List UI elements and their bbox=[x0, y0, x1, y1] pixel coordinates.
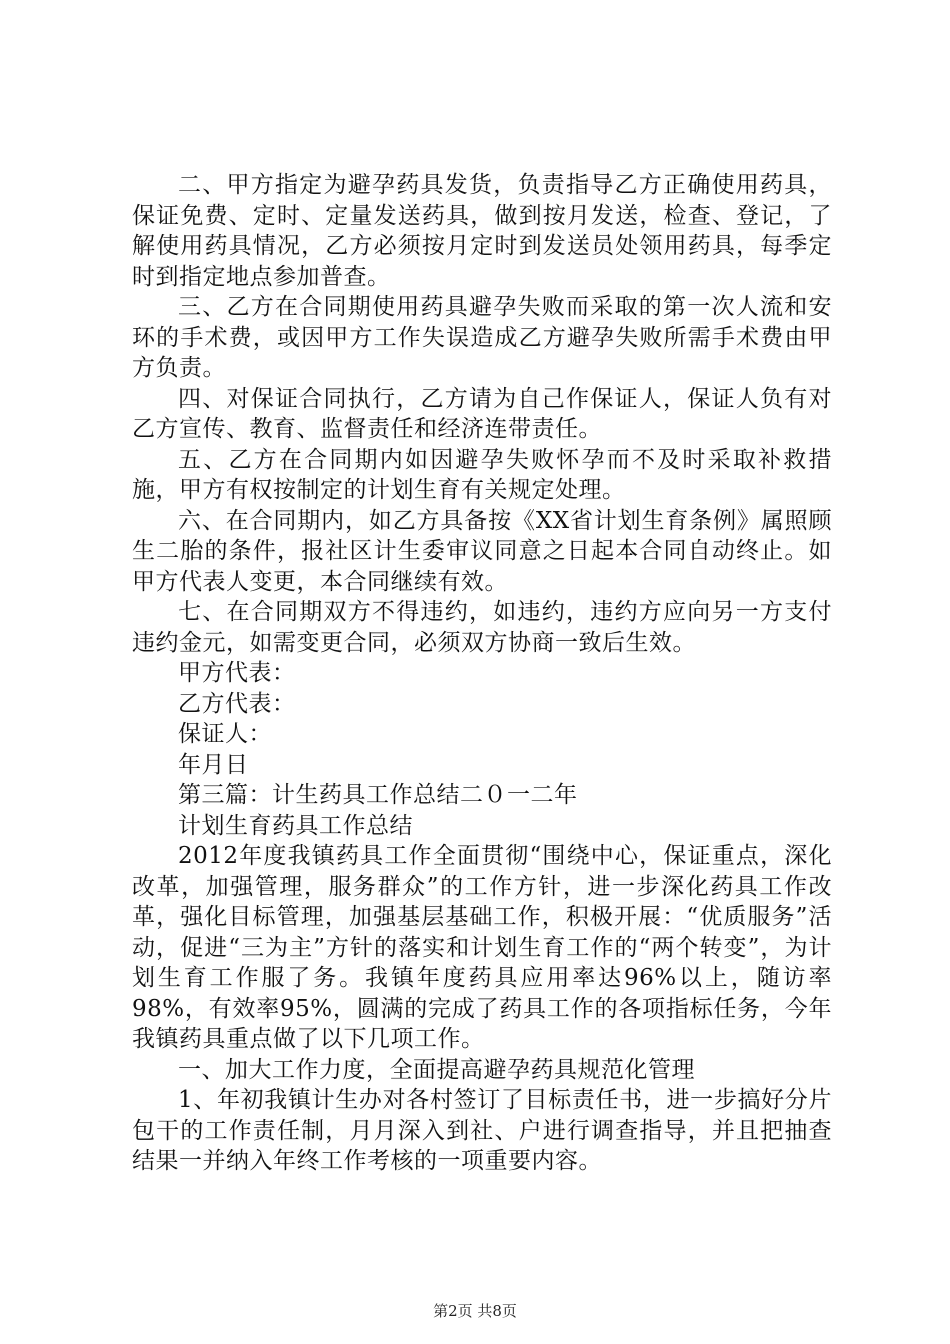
document-body bbox=[132, 170, 832, 1177]
paragraph-clause-3: 三、乙方在合同期使用药具避孕失败而采取的第一次人流和安环的手术费，或因甲方工作失误造成乙方避孕失败所需手术费由甲方负责。 bbox=[132, 294, 832, 381]
paragraph-clause-5: 五、乙方在合同期内如因避孕失败怀孕而不及时采取补救措施，甲方有权按制定的计划生育有关规定处理。 bbox=[132, 446, 832, 503]
paragraph-item-1: 1、年初我镇计生办对各村签订了目标责任书，进一步搞好分片包干的工作责任制，月月深入到社、户进行调查指导，并且把抽查结果一并纳入年终工作考核的一项重要内容。 bbox=[132, 1087, 832, 1174]
document-title: 计划生育药具工作总结 bbox=[178, 812, 413, 839]
page-footer: 第2页 共8页 bbox=[433, 1302, 517, 1320]
signature-guarantor: 保证人： bbox=[178, 721, 272, 747]
signature-party-a: 甲方代表： bbox=[178, 660, 296, 686]
subheading-1: 一、加大工作力度，全面提高避孕药具规范化管理 bbox=[178, 1056, 695, 1083]
section-heading: 第三篇：计生药具工作总结二０一二年 bbox=[178, 782, 578, 808]
signature-party-b: 乙方代表： bbox=[178, 690, 296, 717]
signature-date: 年月日 bbox=[178, 751, 249, 778]
paragraph-clause-4: 四、对保证合同执行，乙方请为自己作保证人，保证人负有对乙方宣传、教育、监督责任和经济连带责任。 bbox=[132, 385, 832, 442]
paragraph-clause-2: 二、甲方指定为避孕药具发货，负责指导乙方正确使用药具，保证免费、定时、定量发送药具，做到按月发送，检查、登记，了解使用药具情况，乙方必须按月定时到发送员处领用药具，每季定时到指定地点参加普查。 bbox=[132, 172, 832, 290]
paragraph-clause-7: 七、在合同期双方不得违约，如违约，违约方应向另一方支付违约金元，如需变更合同，必须双方协商一致后生效。 bbox=[132, 599, 832, 656]
paragraph-summary: 2012年度我镇药具工作全面贯彻“围绕中心，保证重点，深化改革，加强管理，服务群众”的工作方针，进一步深化药具工作改革，强化目标管理，加强基层基础工作，积极开展：“优质服务”活动，促进“三为主”方针的落实和计划生育工作的“两个转变”，为计划生育工作服了务。我镇年度药具应用率达96%以上，随访率98%，有效率95%，圆满的完成了药具工作的各项指标任务，今年我镇药具重点做了以下几项工作。 bbox=[132, 843, 832, 1052]
paragraph-clause-6: 六、在合同期内，如乙方具备按《XX省计划生育条例》属照顾生二胎的条件，报社区计生委审议同意之日起本合同自动终止。如甲方代表人变更，本合同继续有效。 bbox=[132, 507, 832, 595]
